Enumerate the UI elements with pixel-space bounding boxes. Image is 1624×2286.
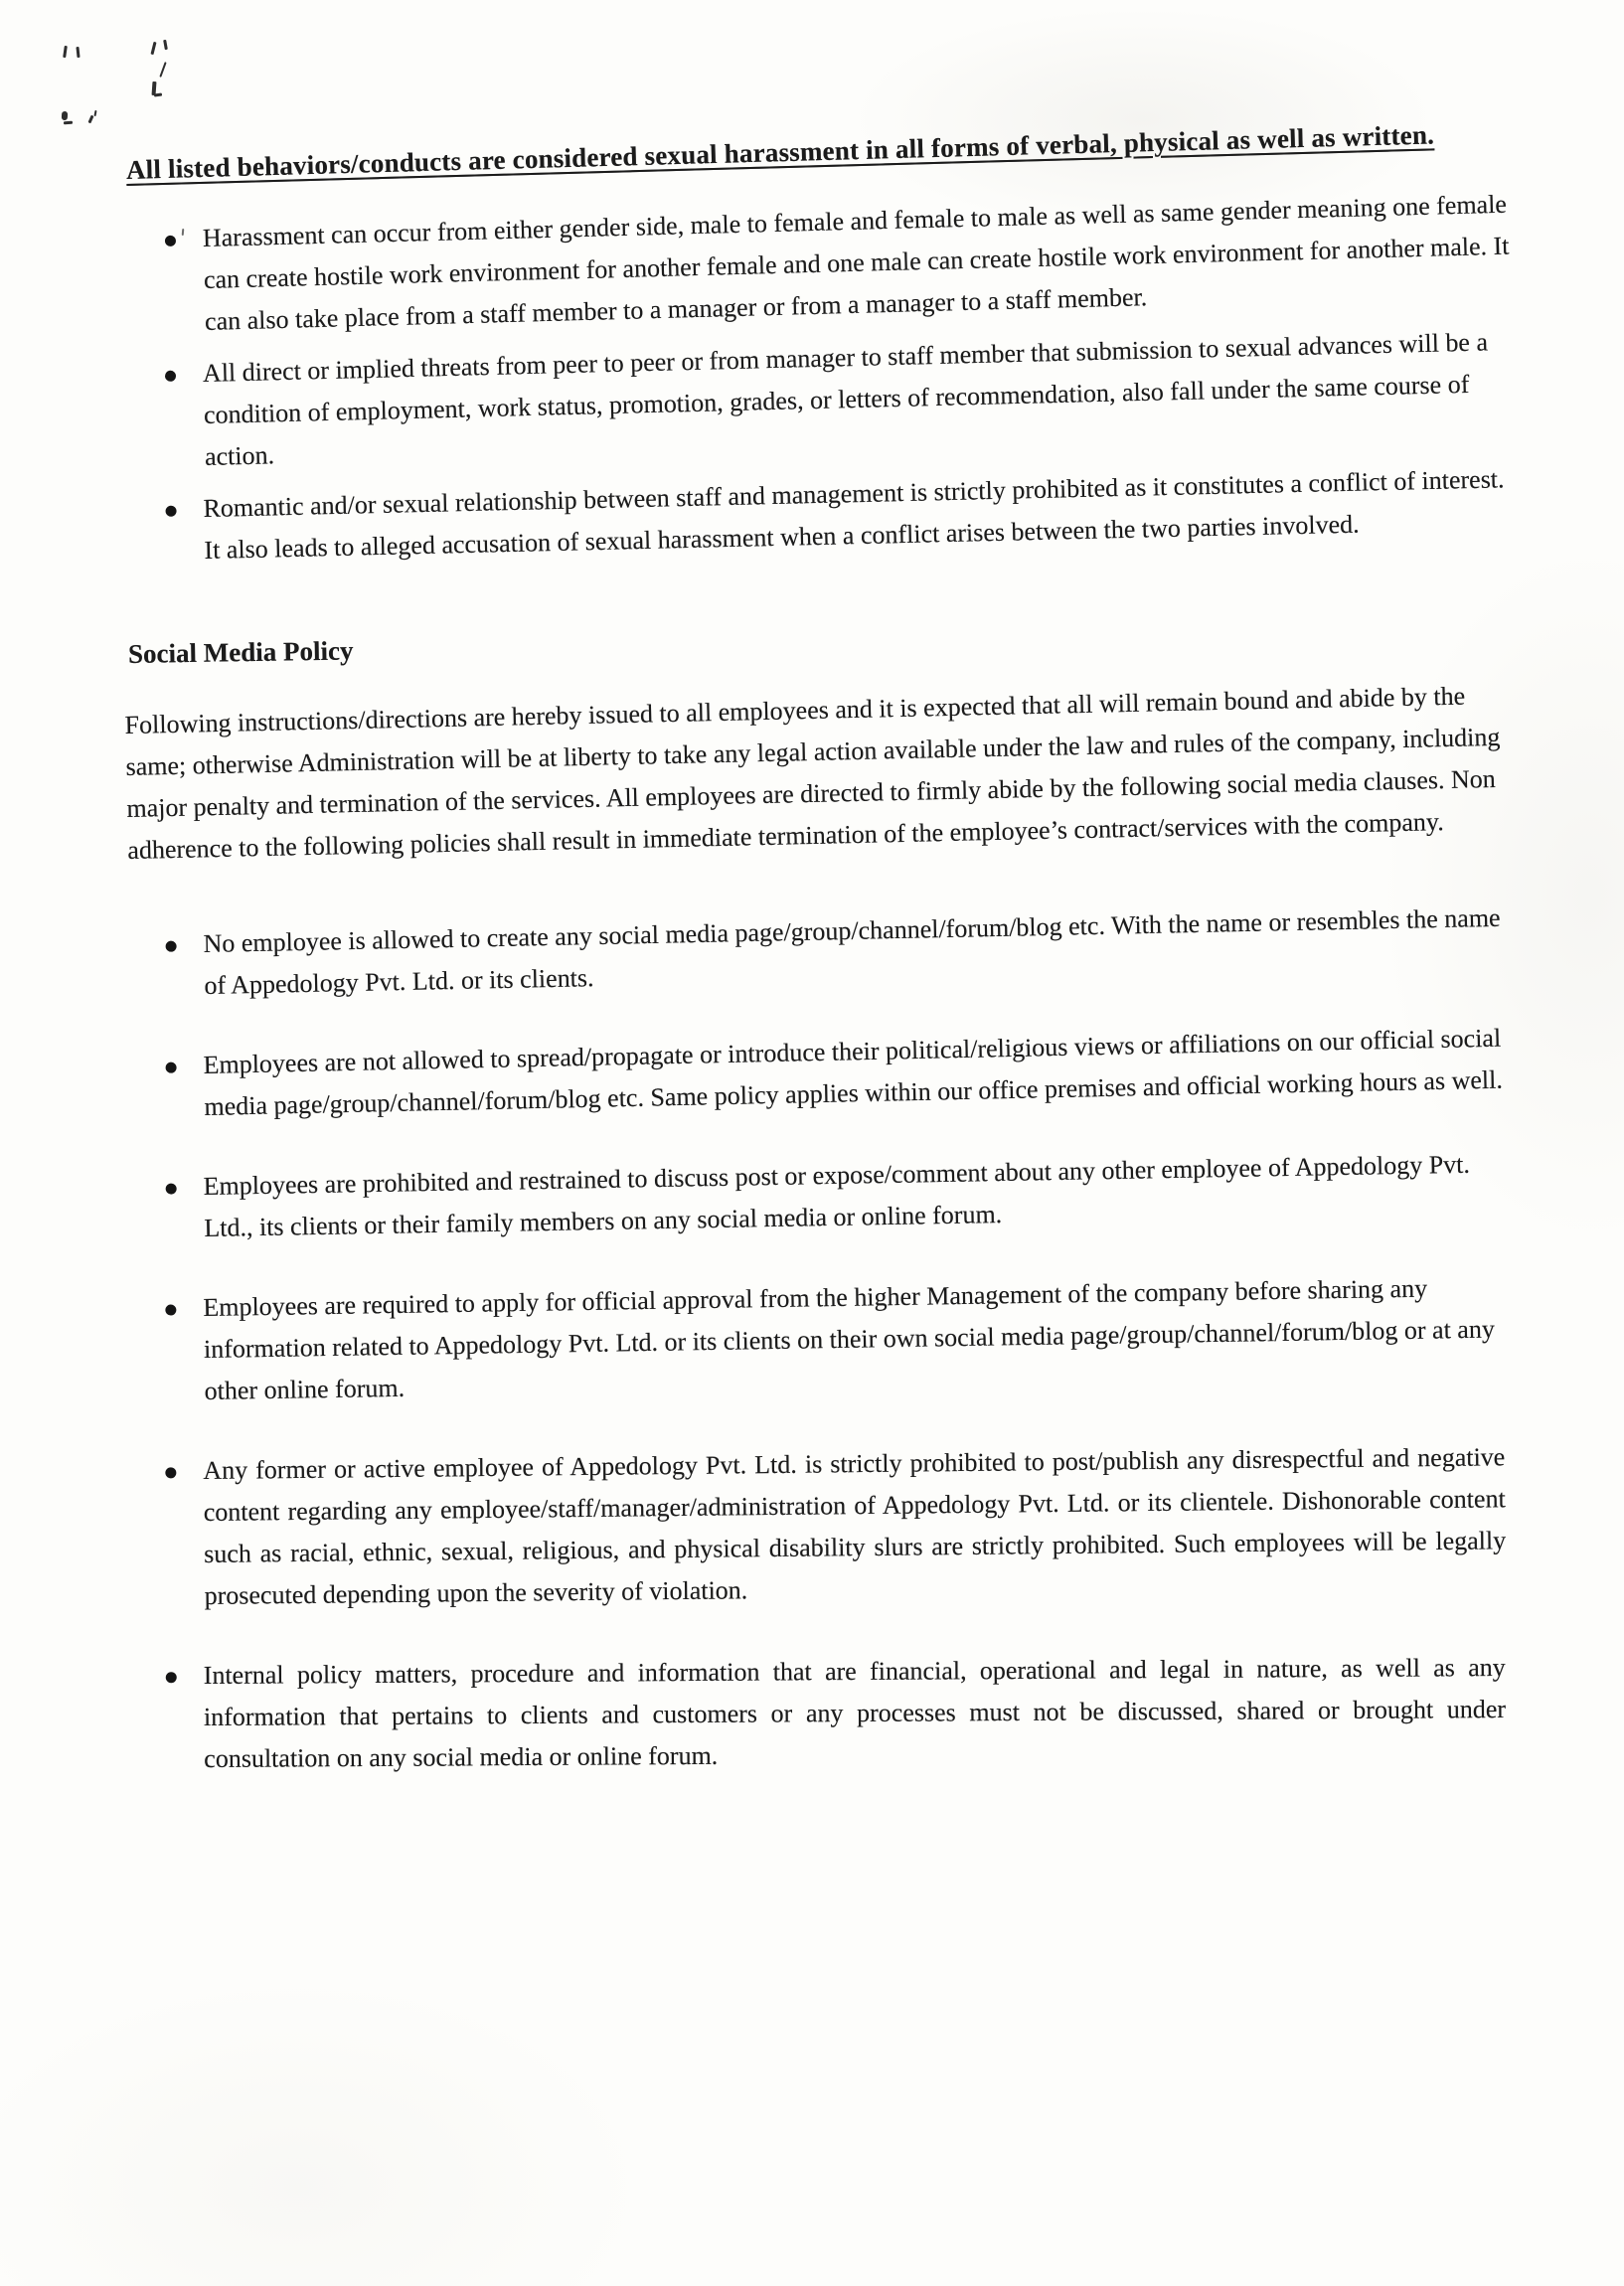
bullet-item	[203, 898, 1506, 1007]
bullet-text: Romantic and/or sexual relationship between staff and management is strictly prohibited as it constitutes a conflict of interest. It also leads to alleged accusation of sexual harassment when a conflict arises between the two parties involved.	[203, 464, 1505, 565]
bullet-item	[202, 184, 1511, 343]
ink-mark	[63, 46, 68, 58]
ink-mark	[159, 62, 166, 78]
bullet-text: Employees are not allowed to spread/propagate or introduce their political/religious views or affiliations on our official social media page/group/channel/forum/blog etc. Same policy applies within our office premises and official working hours as well.	[203, 1023, 1504, 1121]
ink-mark	[62, 111, 68, 120]
ink-mark	[163, 40, 168, 50]
document-body	[124, 119, 1510, 1818]
ink-mark	[88, 115, 94, 124]
harassment-bullet-list	[126, 189, 1510, 572]
bullet-text: Harassment can occur from either gender side, male to female and female to male as well as same gender meaning one female can create hostile work environment for another female and one male can create hostile work environment for another male. It can also take place from a staff member to a manager or from a manager to a staff member.	[202, 189, 1510, 336]
bullet-text: Employees are required to apply for official approval from the higher Management of the company before sharing any information related to Appedology Pvt. Ltd. or its clients on their own social media page/group/channel/forum/blog or at any other online forum.	[203, 1273, 1496, 1405]
bullet-item	[203, 1143, 1506, 1249]
ink-mark	[64, 121, 73, 125]
bullet-item	[204, 1647, 1507, 1780]
bullet-text: Employees are prohibited and restrained to discuss post or expose/comment about any other employee of Appedology Pvt. Ltd., its clients or their family members on any social media or online forum.	[203, 1149, 1471, 1242]
ink-mark	[93, 110, 96, 116]
bullet-text: Any former or active employee of Appedology Pvt. Ltd. is strictly prohibited to post/publish any disrespectful and negative content regarding any employee/staff/manager/administration of Appedology Pvt. Ltd. or its clientele. Dishonorable content such as racial, ethnic, sexual, religious, and physical disability slurs are strictly prohibited. Such employees will be legally prosecuted depending upon the severity of violation.	[203, 1442, 1507, 1610]
bullet-text: No employee is allowed to create any social media page/group/channel/forum/blog etc. With the name or resembles the name of Appedology Pvt. Ltd. or its clients.	[203, 902, 1501, 1000]
bullet-item	[203, 1018, 1506, 1128]
main-heading: All listed behaviors/conducts are considered sexual harassment in all forms of verbal, physical as well as written.	[125, 119, 1435, 185]
section-heading-social-media-policy: Social Media Policy	[127, 635, 354, 669]
bullet-text: Internal policy matters, procedure and information that are financial, operational and legal in nature, as well as any information that pertains to clients and customers or any processes must not be discussed, shared or brought under consultation on any social media or online forum.	[203, 1652, 1507, 1773]
ink-mark	[150, 42, 156, 55]
bullet-item	[202, 321, 1511, 478]
bullet-item	[203, 1436, 1507, 1617]
ink-mark	[76, 47, 80, 58]
bullet-item	[203, 1266, 1507, 1412]
social-media-bullet-list	[126, 902, 1507, 1780]
intro-paragraph: Following instructions/directions are hereby issued to all employees and it is expected that all will remain bound and abide by the same; otherwise Administration will be at liberty to take any legal action available under the law and rules of the company, including major penalty and termination of the services. All employees are directed to firmly abide by the following social media clauses. Non adherence to the following policies shall result in immediate termination of the employee’s contract/services with the company.	[124, 681, 1501, 865]
ink-mark	[154, 92, 162, 96]
bullet-text: All direct or implied threats from peer to peer or from manager to staff member that submission to sexual advances will be a condition of employment, work status, promotion, grades, or letters of recommendation, also fall under the same course of action.	[202, 327, 1489, 471]
bullet-item	[203, 458, 1511, 572]
